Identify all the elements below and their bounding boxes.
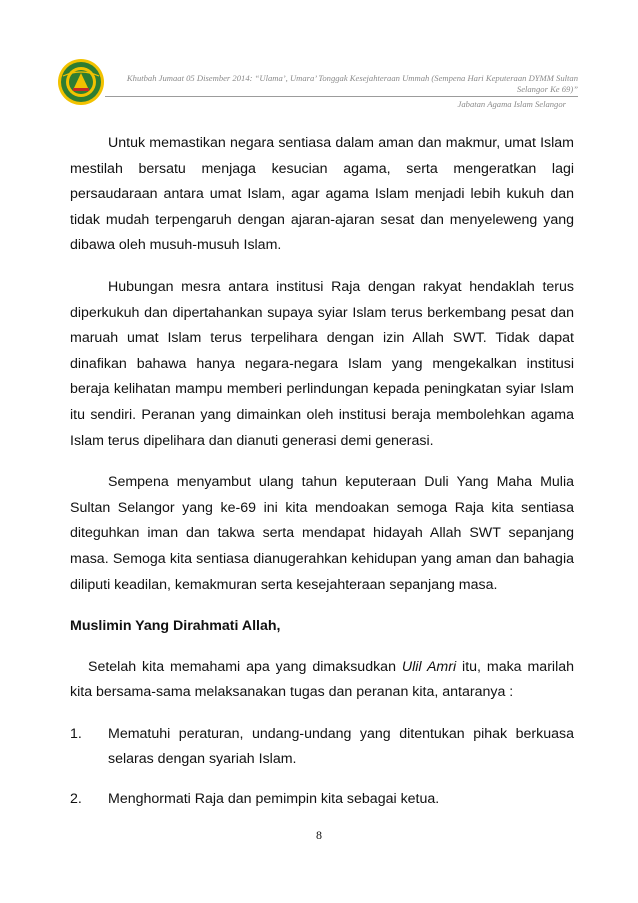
paragraph-4-text-end: itu, maka marilah kita bersama-sama melaksanakan tugas dan peranan kita, antaranya : bbox=[70, 658, 574, 701]
header-line-2: Selangor Ke 69)” bbox=[516, 84, 578, 94]
paragraph-3: Sempena menyambut ulang tahun keputeraan Duli Yang Maha Mulia Sultan Selangor yang ke-69 ini kita mendoakan semoga Raja kita sentiasa diteguhkan iman dan takwa serta mendapat hidayah Allah SWT sepanjang masa. Semoga kita sentiasa dianugerahkan kehidupan yang aman dan bahagia diliputi keadilan, kemakmuran serta kesejahteraan sepanjang masa. bbox=[70, 474, 574, 593]
section-heading: Muslimin Yang Dirahmati Allah, bbox=[70, 618, 281, 635]
list-item-number: 1. bbox=[70, 725, 82, 742]
list-item-text: Mematuhi peraturan, undang-undang yang ditentukan pihak berkuasa selaras dengan syariah Islam. bbox=[108, 725, 574, 768]
jais-emblem-icon bbox=[57, 58, 105, 106]
header-organization: Jabatan Agama Islam Selangor bbox=[457, 99, 566, 109]
list-item-text: Menghormati Raja dan pemimpin kita sebagai ketua. bbox=[108, 791, 440, 808]
header-divider bbox=[105, 96, 578, 97]
paragraph-4 bbox=[70, 655, 574, 706]
list-item-number: 2. bbox=[70, 791, 82, 808]
document-body bbox=[70, 131, 574, 827]
paragraph-2: Hubungan mesra antara institusi Raja dengan rakyat hendaklah terus diperkukuh dan dipertahankan supaya syiar Islam terus berkembang pesat dan maruah umat Islam terus terpelihara dengan izin Allah SWT. Tidak dapat dinafikan bahawa hanya negara-negara Islam yang mengekalkan institusi beraja kelihatan mampu memberi perlindungan kepada peningkatan syiar Islam itu sendiri. Peranan yang dimainkan oleh institusi beraja membolehkan agama Islam terus dipelihara dan dianuti generasi demi generasi. bbox=[70, 278, 574, 449]
paragraph-4-italic-term: Ulil Amri bbox=[401, 658, 457, 675]
list-item bbox=[70, 722, 574, 773]
list-item bbox=[70, 787, 574, 813]
page-number: 8 bbox=[316, 828, 322, 842]
running-header bbox=[110, 73, 578, 95]
header-line-1: Khutbah Jumaat 05 Disember 2014: “Ulama’, Umara’ Tonggak Kesejahteraan Ummah (Sempena Hari Keputeraan DYMM Sultan bbox=[126, 73, 578, 83]
paragraph-4-text-start: Setelah kita memahami apa yang dimaksudkan bbox=[88, 658, 402, 675]
paragraph-1: Untuk memastikan negara sentiasa dalam aman dan makmur, umat Islam mestilah bersatu menjaga kesucian agama, serta mengeratkan lagi persaudaraan antara umat Islam, agar agama Islam menjadi lebih kukuh dan tidak mudah terpengaruh dengan ajaran-ajaran sesat dan menyeleweng yang dibawa oleh musuh-musuh Islam. bbox=[70, 135, 574, 254]
